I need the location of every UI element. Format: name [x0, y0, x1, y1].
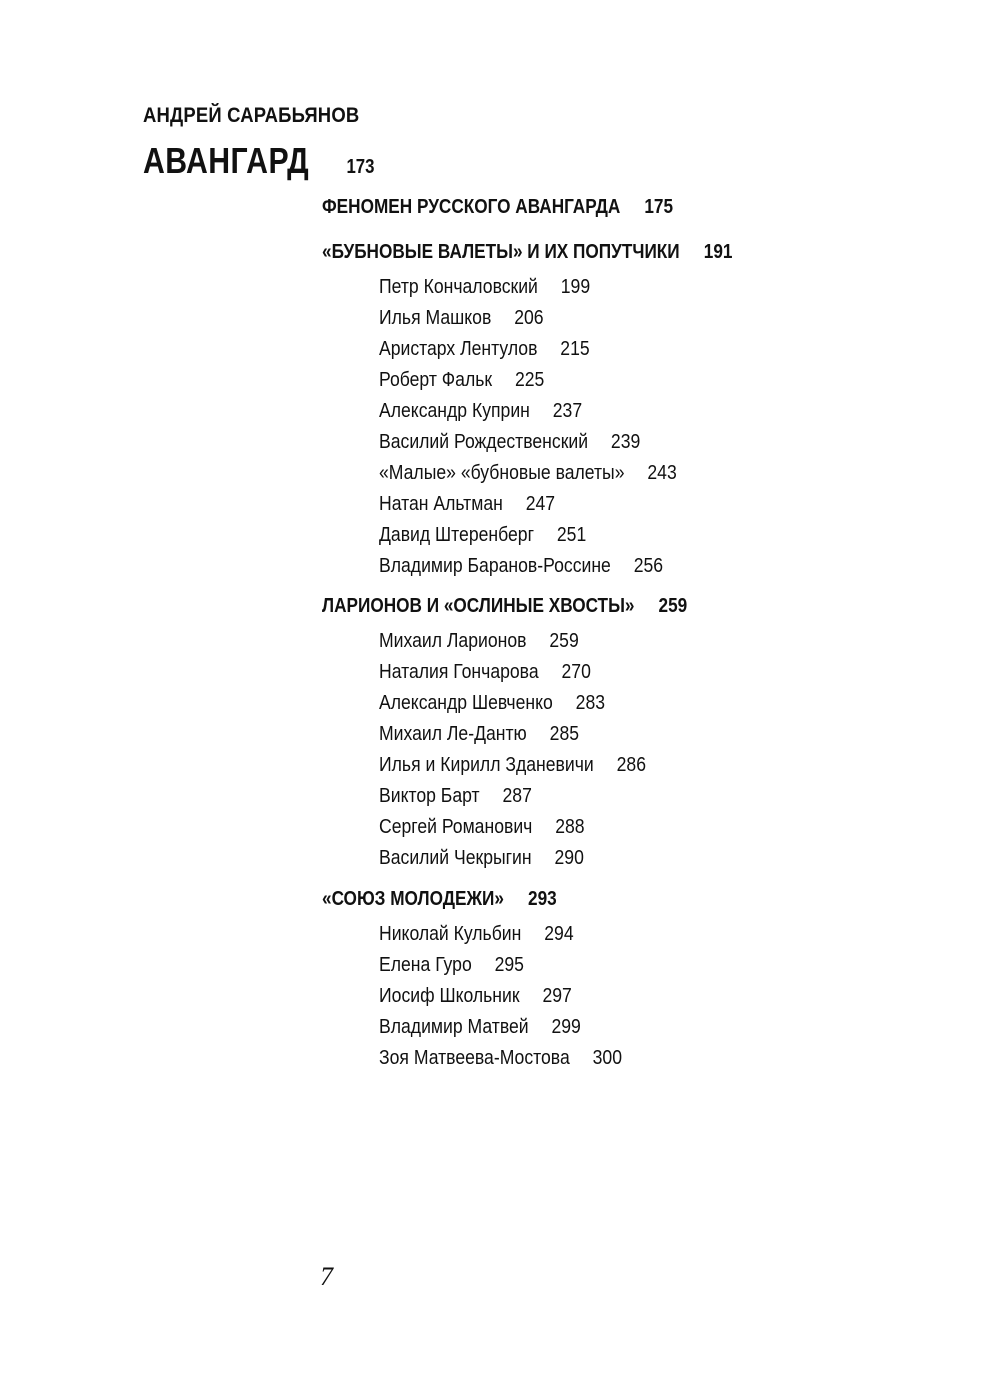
section-title: ЛАРИОНОВ И «ОСЛИНЫЕ ХВОСТЫ»	[322, 595, 635, 617]
toc-entry	[379, 816, 585, 839]
entry-page: 283	[575, 692, 606, 714]
entry-page: 247	[525, 493, 556, 515]
section-page: 191	[703, 241, 733, 263]
entry-name: Елена Гуро	[379, 954, 472, 976]
toc-entry	[379, 661, 591, 684]
entry-page: 288	[555, 816, 585, 838]
section-page: 259	[658, 595, 688, 617]
toc-entry	[379, 723, 579, 746]
entry-name: Петр Кончаловский	[379, 276, 538, 298]
toc-entry	[379, 847, 584, 870]
entry-page: 295	[494, 954, 524, 976]
entry-name: Николай Кульбин	[379, 923, 522, 945]
toc-entry	[379, 1016, 581, 1039]
entry-name: Наталия Гончарова	[379, 661, 539, 683]
entry-page: 199	[560, 276, 591, 298]
entry-name: Натан Альтман	[379, 493, 503, 515]
section-page: 175	[644, 196, 674, 218]
entry-page: 215	[560, 338, 590, 360]
toc-entry	[379, 785, 532, 808]
entry-page: 287	[502, 785, 532, 807]
toc-entry	[379, 338, 590, 361]
entry-page: 294	[544, 923, 574, 945]
entry-name: «Малые» «бубновые валеты»	[379, 462, 625, 484]
toc-entry	[379, 524, 586, 547]
toc-entry	[379, 400, 582, 423]
entry-name: Роберт Фальк	[379, 369, 493, 391]
toc-section	[322, 595, 687, 618]
toc-entry	[379, 923, 574, 946]
toc-section	[322, 888, 557, 911]
toc-section	[322, 241, 732, 264]
entry-page: 239	[610, 431, 641, 453]
entry-name: Зоя Матвеева-Мостова	[379, 1047, 570, 1069]
main-title-page: 173	[346, 156, 375, 178]
entry-name: Виктор Барт	[379, 785, 480, 807]
entry-name: Михаил Ле-Дантю	[379, 723, 527, 745]
entry-page: 285	[549, 723, 580, 745]
toc-entry	[379, 493, 555, 516]
toc-entry	[379, 1047, 622, 1070]
entry-page: 225	[514, 369, 545, 391]
entry-page: 256	[633, 555, 664, 577]
entry-page: 297	[542, 985, 572, 1007]
section-title: «СОЮЗ МОЛОДЕЖИ»	[322, 888, 504, 910]
entry-name: Василий Рождественский	[379, 431, 589, 453]
toc-entry	[379, 555, 663, 578]
entry-page: 237	[552, 400, 583, 422]
toc-section	[322, 196, 673, 219]
entry-name: Михаил Ларионов	[379, 630, 527, 652]
entry-name: Иосиф Школьник	[379, 985, 520, 1007]
author-name: АНДРЕЙ САРАБЬЯНОВ	[143, 104, 360, 127]
toc-entry	[379, 369, 544, 392]
entry-name: Аристарх Лентулов	[379, 338, 538, 360]
entry-name: Илья Машков	[379, 307, 492, 329]
entry-name: Александр Куприн	[379, 400, 530, 422]
entry-name: Владимир Баранов-Россине	[379, 555, 611, 577]
toc-entry	[379, 307, 544, 330]
toc-entry	[379, 954, 524, 977]
toc-entry	[379, 692, 605, 715]
entry-page: 206	[514, 307, 544, 329]
entry-page: 243	[647, 462, 677, 484]
entry-page: 286	[616, 754, 646, 776]
entry-page: 300	[592, 1047, 622, 1069]
entry-page: 290	[554, 847, 584, 869]
entry-page: 251	[556, 524, 587, 546]
entry-name: Василий Чекрыгин	[379, 847, 532, 869]
entry-name: Давид Штеренберг	[379, 524, 535, 546]
page-number: 7	[320, 1262, 333, 1291]
toc-entry	[379, 630, 579, 653]
toc-entry	[379, 276, 590, 299]
entry-page: 259	[549, 630, 579, 652]
toc-entry	[379, 462, 677, 485]
entry-name: Сергей Романович	[379, 816, 533, 838]
main-title: АВАНГАРД	[143, 140, 310, 181]
entry-page: 270	[561, 661, 591, 683]
section-title: «БУБНОВЫЕ ВАЛЕТЫ» И ИХ ПОПУТЧИКИ	[322, 241, 680, 263]
toc-entry	[379, 431, 640, 454]
section-page: 293	[528, 888, 557, 910]
entry-name: Илья и Кирилл Зданевичи	[379, 754, 594, 776]
entry-page: 299	[551, 1016, 581, 1038]
entry-name: Александр Шевченко	[379, 692, 553, 714]
section-title: ФЕНОМЕН РУССКОГО АВАНГАРДА	[322, 196, 621, 218]
entry-name: Владимир Матвей	[379, 1016, 529, 1038]
toc-entry	[379, 985, 572, 1008]
main-title-row	[143, 140, 374, 182]
toc-entry	[379, 754, 646, 777]
